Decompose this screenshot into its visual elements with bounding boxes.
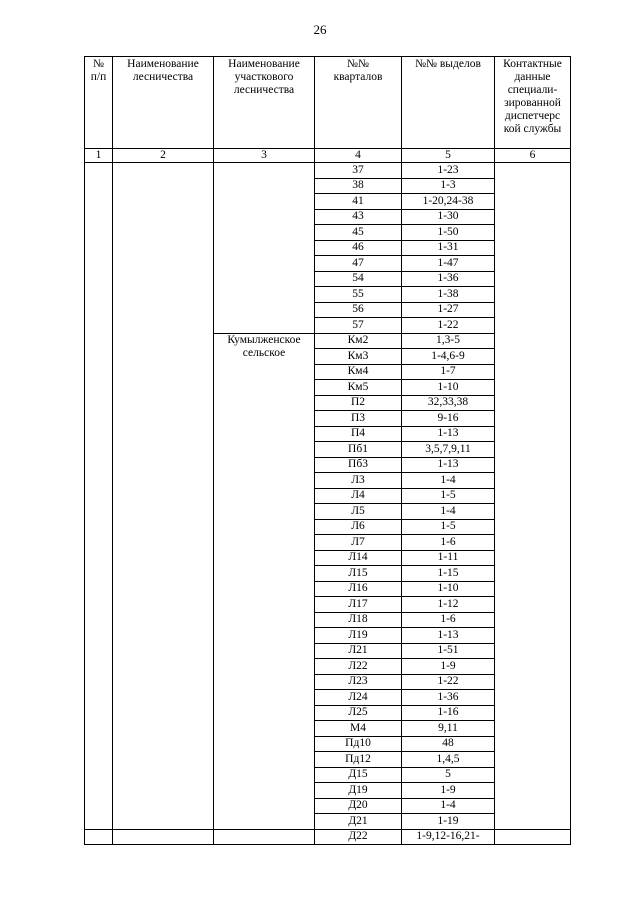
cell-quarter: Км2	[315, 333, 402, 349]
cell-forestry	[113, 829, 214, 844]
cell-quarter: 38	[315, 178, 402, 194]
forest-quarters-table	[84, 56, 571, 845]
cell-allotments: 1-9	[402, 783, 495, 799]
cell-quarter: 43	[315, 209, 402, 225]
cell-quarter: Д15	[315, 767, 402, 783]
cell-quarter: М4	[315, 721, 402, 737]
cell-quarter: Л24	[315, 690, 402, 706]
cell-number	[85, 163, 113, 830]
cell-quarter: Л4	[315, 488, 402, 504]
cell-quarter: Д19	[315, 783, 402, 799]
header-row	[85, 57, 571, 149]
cell-quarter: П4	[315, 426, 402, 442]
header-forestry: Наименование лесничества	[113, 57, 214, 149]
table-row-last	[85, 829, 571, 844]
cell-allotments: 1-5	[402, 488, 495, 504]
cell-quarter: 57	[315, 318, 402, 334]
cell-allotments: 1-50	[402, 225, 495, 241]
column-number: 1	[85, 149, 113, 163]
cell-allotments: 32,33,38	[402, 395, 495, 411]
column-number: 5	[402, 149, 495, 163]
cell-allotments: 1-11	[402, 550, 495, 566]
cell-allotments: 1-23	[402, 163, 495, 179]
cell-quarter: Д20	[315, 798, 402, 814]
cell-quarter: Л5	[315, 504, 402, 520]
cell-quarter: 45	[315, 225, 402, 241]
cell-quarter: Л25	[315, 705, 402, 721]
cell-allotments: 1-13	[402, 628, 495, 644]
cell-number	[85, 829, 113, 844]
cell-allotments: 1-5	[402, 519, 495, 535]
cell-allotments: 1-16	[402, 705, 495, 721]
cell-allotments: 9,11	[402, 721, 495, 737]
cell-quarter: Л16	[315, 581, 402, 597]
cell-allotments: 1-9,12-16,21-	[402, 829, 495, 844]
header-allotments: №№ выделов	[402, 57, 495, 149]
cell-quarter: Л17	[315, 597, 402, 613]
cell-allotments: 1,4,5	[402, 752, 495, 768]
cell-contacts	[495, 829, 571, 844]
cell-quarter: Л7	[315, 535, 402, 551]
cell-quarter: 54	[315, 271, 402, 287]
table-row	[85, 163, 571, 179]
column-number: 3	[214, 149, 315, 163]
table-body	[85, 163, 571, 830]
district-name-line: сельское	[242, 346, 286, 359]
cell-quarter: 46	[315, 240, 402, 256]
cell-allotments: 1-51	[402, 643, 495, 659]
cell-allotments: 1-12	[402, 597, 495, 613]
cell-allotments: 1-4,6-9	[402, 349, 495, 365]
cell-quarter: Л23	[315, 674, 402, 690]
cell-allotments: 3,5,7,9,11	[402, 442, 495, 458]
cell-forestry	[113, 163, 214, 830]
cell-quarter: 55	[315, 287, 402, 303]
header-number: № п/п	[85, 57, 113, 149]
cell-allotments: 1,3-5	[402, 333, 495, 349]
header-contacts: Контактные данные специали- зированной диспетчерс кой службы	[495, 57, 571, 149]
cell-contacts	[495, 163, 571, 830]
cell-quarter: Д22	[315, 829, 402, 844]
cell-quarter: Л14	[315, 550, 402, 566]
cell-allotments: 1-36	[402, 271, 495, 287]
district-name-line: Кумылженское	[227, 333, 301, 346]
cell-allotments: 48	[402, 736, 495, 752]
cell-allotments: 1-10	[402, 581, 495, 597]
cell-quarter: Д21	[315, 814, 402, 830]
cell-quarter: 41	[315, 194, 402, 210]
cell-quarter: Л19	[315, 628, 402, 644]
cell-allotments: 1-13	[402, 426, 495, 442]
cell-quarter: 37	[315, 163, 402, 179]
column-number: 6	[495, 149, 571, 163]
cell-allotments: 1-20,24-38	[402, 194, 495, 210]
cell-quarter: Л3	[315, 473, 402, 489]
column-number: 2	[113, 149, 214, 163]
cell-quarter: Л6	[315, 519, 402, 535]
cell-allotments: 1-47	[402, 256, 495, 272]
cell-allotments: 9-16	[402, 411, 495, 427]
cell-allotments: 1-22	[402, 318, 495, 334]
cell-quarter: Пб3	[315, 457, 402, 473]
cell-allotments: 1-38	[402, 287, 495, 303]
cell-district-empty	[214, 163, 315, 334]
cell-allotments: 1-4	[402, 504, 495, 520]
cell-quarter: Км4	[315, 364, 402, 380]
cell-allotments: 1-3	[402, 178, 495, 194]
cell-allotments: 1-6	[402, 612, 495, 628]
district-forestry-name	[214, 333, 315, 829]
header-district-forestry: Наименование участкового лесничества	[214, 57, 315, 149]
cell-allotments: 1-7	[402, 364, 495, 380]
cell-allotments: 1-9	[402, 659, 495, 675]
cell-allotments: 1-15	[402, 566, 495, 582]
page-number: 26	[313, 22, 327, 37]
cell-allotments: 5	[402, 767, 495, 783]
cell-allotments: 1-4	[402, 798, 495, 814]
cell-allotments: 1-36	[402, 690, 495, 706]
cell-allotments: 1-22	[402, 674, 495, 690]
cell-quarter: Пб1	[315, 442, 402, 458]
cell-district	[214, 829, 315, 844]
cell-quarter: Л22	[315, 659, 402, 675]
cell-quarter: Л15	[315, 566, 402, 582]
cell-allotments: 1-31	[402, 240, 495, 256]
cell-quarter: П2	[315, 395, 402, 411]
cell-allotments: 1-27	[402, 302, 495, 318]
cell-quarter: 56	[315, 302, 402, 318]
cell-allotments: 1-4	[402, 473, 495, 489]
header-quarters: №№ кварталов	[315, 57, 402, 149]
cell-quarter: Л18	[315, 612, 402, 628]
cell-allotments: 1-13	[402, 457, 495, 473]
cell-quarter: Км3	[315, 349, 402, 365]
cell-quarter: П3	[315, 411, 402, 427]
cell-allotments: 1-10	[402, 380, 495, 396]
cell-quarter: Км5	[315, 380, 402, 396]
column-number: 4	[315, 149, 402, 163]
cell-allotments: 1-30	[402, 209, 495, 225]
cell-quarter: Пд10	[315, 736, 402, 752]
cell-quarter: 47	[315, 256, 402, 272]
cell-allotments: 1-6	[402, 535, 495, 551]
cell-allotments: 1-19	[402, 814, 495, 830]
column-numbers-row	[85, 149, 571, 163]
cell-quarter: Л21	[315, 643, 402, 659]
cell-quarter: Пд12	[315, 752, 402, 768]
